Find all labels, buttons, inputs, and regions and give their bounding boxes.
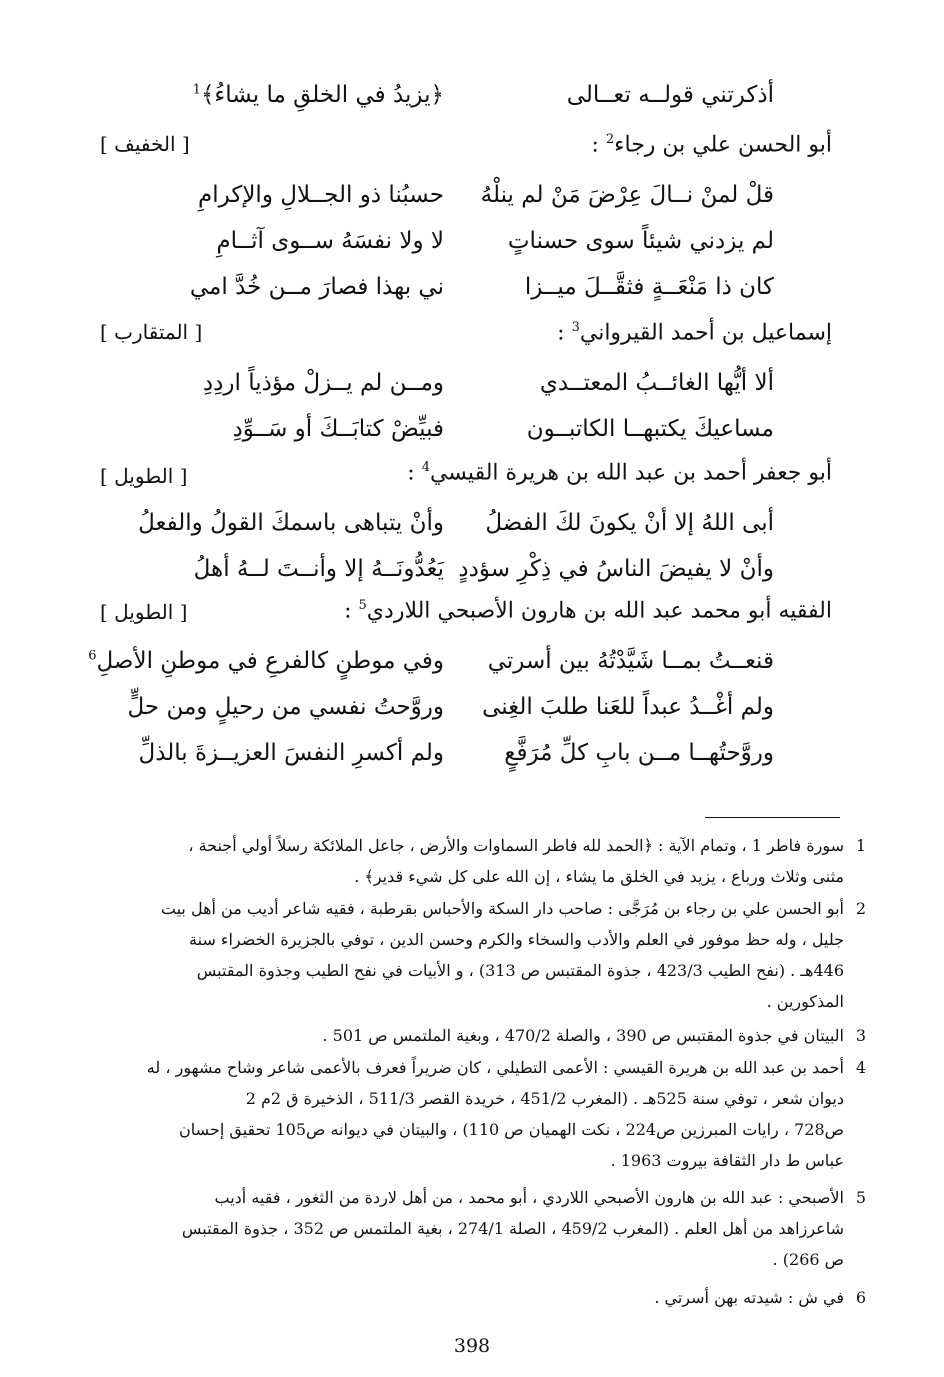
verse-first-hemistich: قلْ لمنْ نــالَ عِرْضَ مَنْ لم ينلْهُ: [480, 182, 774, 208]
verse-second-hemistich: ولم أكسرِ النفسَ العزيــزةَ بالذلِّ: [138, 740, 444, 766]
footnote-line: ص 266) .: [772, 1250, 844, 1269]
footnote: [124, 1052, 866, 1176]
footnote: [124, 1182, 866, 1275]
footnote-ref: 5: [358, 598, 367, 613]
verse-second-hemistich: ومــن لم يــزلْ مؤذياً اردِدِ: [202, 370, 444, 396]
footnote-line: في ش : شيدته بهن أسرتي .: [654, 1288, 844, 1307]
verse-second-hemistich: وروَّحتُ نفسي من رحيلٍ ومن حلٍّ: [127, 694, 444, 720]
verse-first-hemistich: كان ذا مَنْعَــةٍ فثقَّــلَ ميــزا: [524, 274, 774, 300]
verse-first-hemistich: ألا أيُّها الغائــبُ المعتــدي: [539, 370, 774, 396]
verse-second-hemistich: حسبُنا ذو الجــلالِ والإكرامِ: [198, 182, 444, 208]
footnote-line: المذكورين .: [766, 992, 844, 1011]
footnote-number: 4: [855, 1058, 866, 1077]
quran-quote: [193, 82, 444, 108]
poet-colon: :: [591, 132, 599, 158]
footnote-number: 3: [855, 1026, 866, 1045]
poet-colon: :: [407, 460, 415, 486]
footnote-ref: 4: [421, 460, 430, 475]
footnote-line: سورة فاطر 1 ، وتمام الآية : ﴿الحمد لله فاطر السماوات والأرض ، جاعل الملائكة رسلاً أولي أجنحة ،: [188, 836, 844, 855]
footnote-number: 2: [855, 899, 866, 918]
poet-name: أبو الحسن علي بن رجاء: [614, 132, 832, 158]
verse-first-hemistich: وأنْ لا يفيضَ الناسُ في ذِكْرِ سؤددٍ: [458, 556, 774, 582]
poet-name: أبو جعفر أحمد بن عبد الله بن هريرة القيسي: [429, 460, 832, 486]
footnote-number: 6: [855, 1288, 866, 1307]
footnote-line: البيتان في جذوة المقتبس ص 390 ، والصلة 470/2 ، وبغية الملتمس ص 501 .: [322, 1026, 844, 1045]
poet-heading: [407, 460, 832, 485]
verse-first-hemistich: قنعــتُ بمــا شَيَّدْتُهُ بين أسرتي: [487, 648, 774, 674]
footnote-line: عباس ط دار الثقافة بيروت 1963 .: [610, 1151, 844, 1170]
intro-text: أذكرتني قولــه تعــالى: [566, 82, 774, 108]
verse-second-hemistich: فبيِّضْ كتابَــكَ أو سَــوِّدِ: [232, 416, 444, 442]
poet-heading: [557, 320, 832, 345]
poet-heading: [344, 598, 832, 623]
footnote-line: ديوان شعر ، توفي سنة 525هـ . (المغرب 451/2 ، خريدة القصر 511/3 ، الذخيرة ق 2م 2: [245, 1089, 844, 1108]
verse-first-hemistich: ولم أغْــدُ عبداً للعَنا طلبَ الغِنى: [482, 694, 774, 720]
footnote: [124, 1282, 866, 1313]
footnote-ref: 3: [571, 320, 580, 335]
poet-heading: [591, 132, 832, 157]
verse-second-hemistich: لا ولا نفسَهُ ســوى آثــامِ: [216, 228, 444, 254]
footnote-line: ص728 ، رايات المبرزين ص224 ، نكت الهميان ص 110) ، والبيتان في ديوانه ص105 تحقيق إحسان: [179, 1120, 844, 1139]
footnote-line: أحمد بن عبد الله بن هريرة القيسي : الأعمى التطيلي ، كان ضريراً فعرف بالأعمى شاعر وشاح مشهور ، له: [146, 1058, 844, 1077]
footnote-line: 446هـ . (نفح الطيب 423/3 ، جذوة المقتبس ص 313) ، و الأبيات في نفح الطيب وجذوة المقتبس: [196, 961, 844, 980]
meter-label: [ الخفيف ]: [100, 132, 190, 156]
verse-second-hemistich: وأنْ يتباهى باسمكَ القولُ والفعلُ: [138, 510, 444, 536]
footnote-line: مثنى وثلاث ورباع ، يزيد في الخلق ما يشاء ، إن الله على كل شيء قدير﴾ .: [354, 867, 844, 886]
footnote-line: الأصبحي : عبد الله بن هارون الأصبحي اللاردي ، أبو محمد ، من أهل لاردة من الثغور ، فقيه أديب: [214, 1188, 844, 1207]
meter-label: [ المتقارب ]: [100, 320, 203, 344]
poet-name: الفقيه أبو محمد عبد الله بن هارون الأصبحي اللاردي: [366, 598, 832, 624]
verse-second-hemistich: يَعُدُّونَــهُ إلا وأنــتَ لــهُ أهلُ: [193, 556, 444, 582]
verse-second-hemistich: ني بهذا فصارَ مــن خُدَّ امي: [189, 274, 444, 300]
footnote-number: 1: [855, 836, 866, 855]
page-number: 398: [453, 1335, 491, 1357]
poet-name: إسماعيل بن أحمد القيرواني: [579, 320, 832, 346]
poet-colon: :: [557, 320, 565, 346]
footnote: [124, 830, 866, 892]
footnote: [124, 1020, 866, 1051]
footnote-line: شاعرزاهد من أهل العلم . (المغرب 459/2 ، الصلة 274/1 ، بغية الملتمس ص 352 ، جذوة المقتبس: [181, 1219, 844, 1238]
verse-second-hemistich: [88, 648, 444, 674]
meter-label: [ الطويل ]: [100, 464, 188, 488]
footnote-ref: 6: [88, 648, 97, 664]
footnote-number: 5: [855, 1188, 866, 1207]
poet-colon: :: [344, 598, 352, 624]
footnote-ref: 1: [192, 82, 201, 98]
footnote-line: أبو الحسن علي بن رجاء بن مُرَجَّى : صاحب دار السكة والأحباس بقرطبة ، فقيه شاعر أديب من أهل بيت: [160, 899, 844, 918]
footnote: [124, 893, 866, 1017]
verse-first-hemistich: لم يزدني شيئاً سوى حسناتٍ: [507, 228, 774, 254]
verse-first-hemistich: مساعيكَ يكتبهــا الكاتبــون: [526, 416, 774, 442]
verse-first-hemistich: وروَّحتُهــا مــن بابِ كلِّ مُرَفَّعٍ: [504, 740, 774, 766]
verse-first-hemistich: أبى اللهُ إلا أنْ يكونَ لكَ الفضلُ: [485, 510, 774, 536]
verse-text: وفي موطنٍ كالفرعِ في موطنِ الأصلِ: [96, 648, 444, 674]
footnote-line: جليل ، وله حظ موفور في العلم والأدب والسخاء والكرم وحسن الدين ، توفي بالجزيرة الخضراء سنة: [189, 930, 844, 949]
meter-label: [ الطويل ]: [100, 600, 188, 624]
footnote-ref: 2: [605, 132, 615, 147]
footnote-separator: [705, 817, 840, 818]
quran-quote-text: ﴿يزيدُ في الخلقِ ما يشاءُ﴾: [200, 82, 444, 108]
